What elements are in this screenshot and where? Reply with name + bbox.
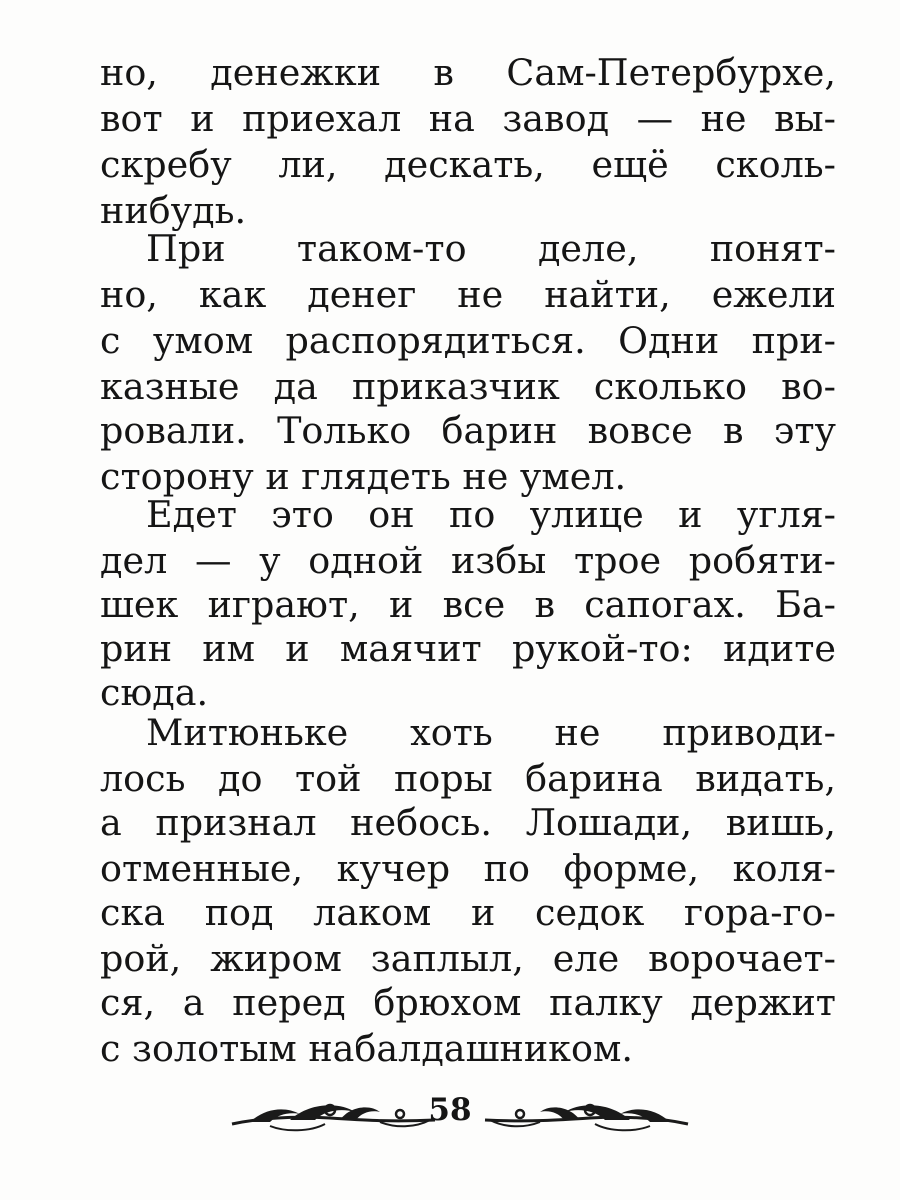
text-line: ся, а перед брюхом палку держит (100, 981, 836, 1024)
text-line: с золотым набалдашником. (100, 1027, 633, 1070)
paragraph-first-line: При таком-то деле, понят- (146, 227, 836, 270)
text-line: сторону и глядеть не умел. (100, 455, 627, 498)
text-line: сюда. (100, 671, 209, 714)
text-line: ровали. Только барин вовсе в эту (100, 409, 836, 452)
paragraph-first-line: Едет это он по улице и угля- (146, 493, 836, 536)
text-line: с умом распорядиться. Одни при- (100, 319, 836, 362)
text-line: вот и приехал на завод — не вы- (100, 97, 836, 140)
text-line: ска под лаком и седок гора-го- (100, 891, 836, 934)
text-line: казные да приказчик сколько во- (100, 365, 836, 408)
text-line: шек играют, и все в сапогах. Ба- (100, 583, 836, 626)
text-line: лось до той поры барина видать, (100, 757, 836, 800)
text-line: рой, жиром заплыл, еле ворочает- (100, 937, 836, 980)
text-line: рин им и маячит рукой-то: идите (100, 627, 836, 670)
text-line: отменные, кучер по форме, коля- (100, 847, 836, 890)
text-line: но, денежки в Сам-Петербурхе, (100, 51, 836, 94)
text-line: нибудь. (100, 189, 247, 232)
right-ornament-icon (480, 1098, 690, 1134)
page-number: 58 (428, 1092, 472, 1128)
text-line: но, как денег не найти, ежели (100, 273, 836, 316)
page-footer (0, 1088, 900, 1144)
paragraph-first-line: Митюньке хоть не приводи- (146, 711, 836, 754)
text-line: дел — у одной избы трое робяти- (100, 539, 836, 582)
text-line: а признал небось. Лошади, вишь, (100, 801, 836, 844)
text-line: скребу ли, дескать, ещё сколь- (100, 143, 836, 186)
